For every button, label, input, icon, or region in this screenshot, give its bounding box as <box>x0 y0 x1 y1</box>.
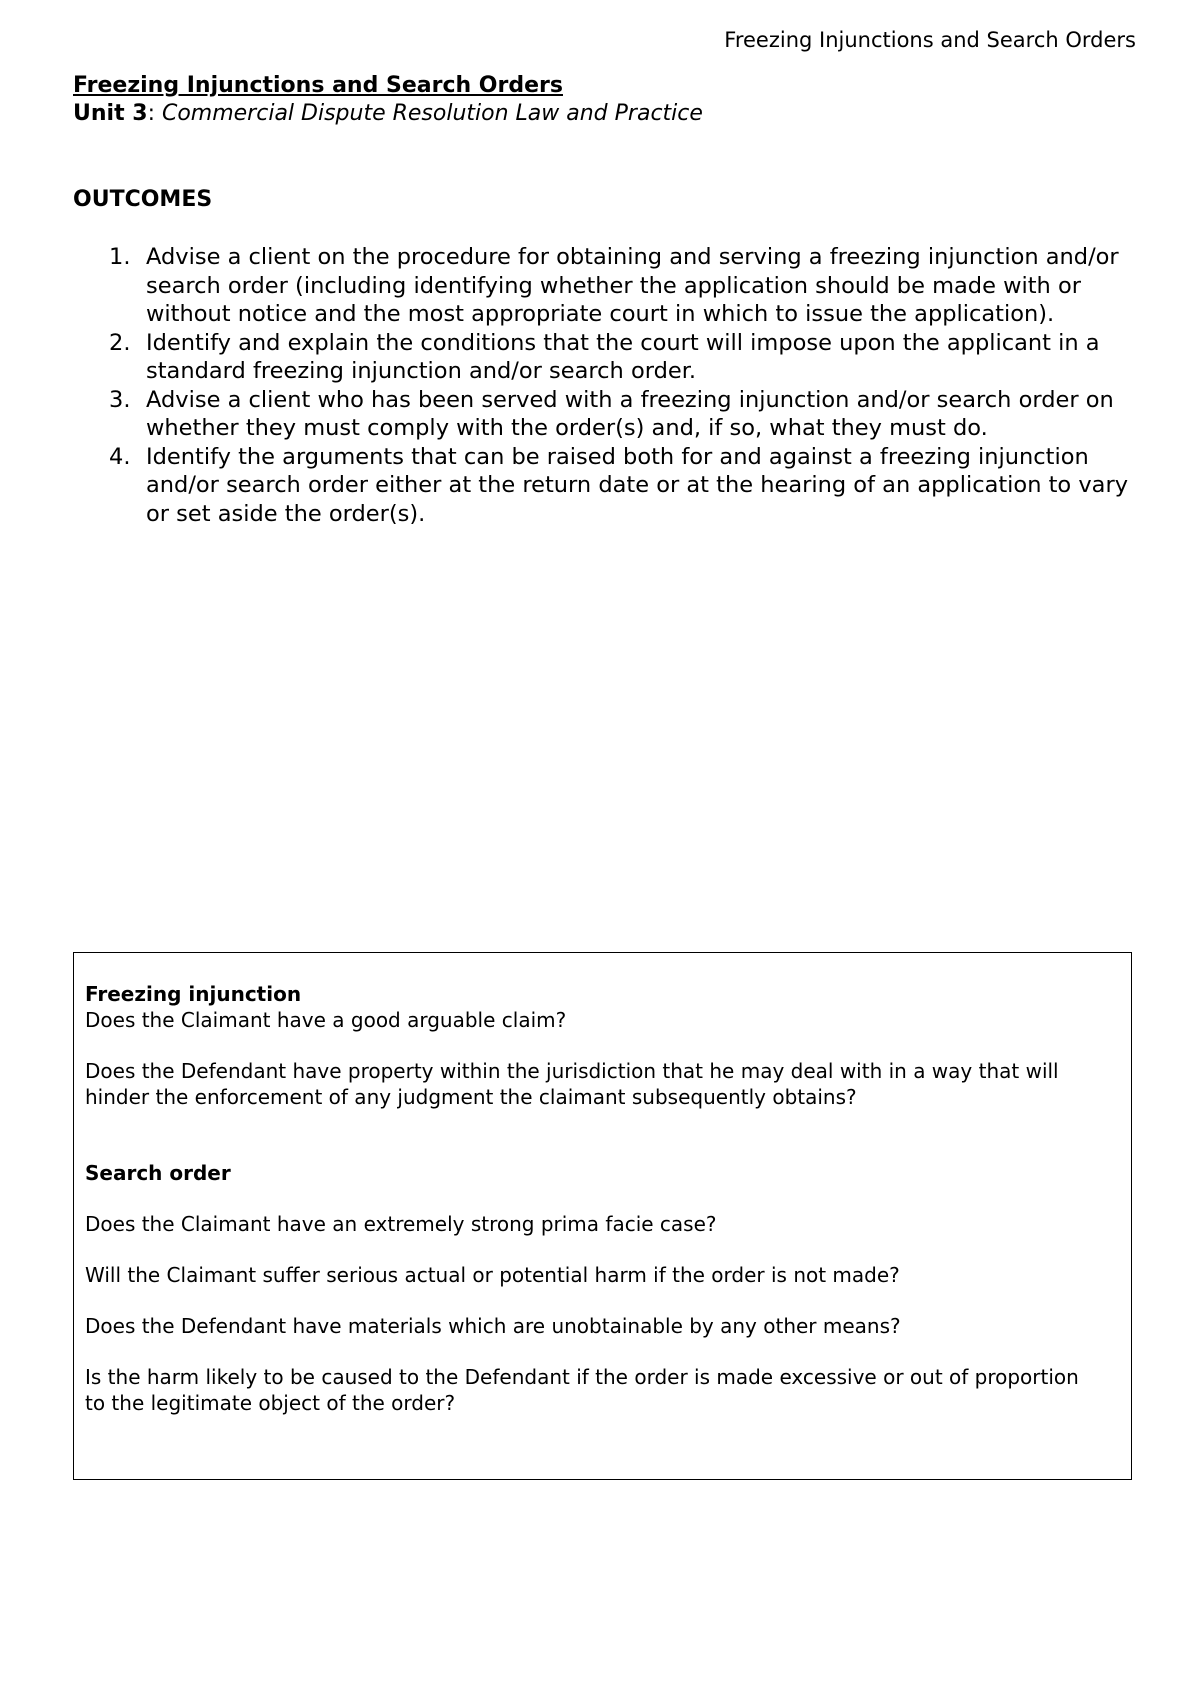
document-title: Freezing Injunctions and Search Orders <box>73 73 563 98</box>
unit-line <box>73 100 703 128</box>
outcome-item <box>73 443 1133 529</box>
search-order-heading: Search order <box>85 1161 231 1185</box>
outcome-number: 4. <box>109 443 131 470</box>
freezing-injunction-question: Does the Defendant have property within the jurisdiction that he may deal with in a way that will hinder the enforcement of any judgment the claimant subsequently obtains? <box>85 1059 1059 1109</box>
search-order-question: Will the Claimant suffer serious actual or potential harm if the order is not made? <box>85 1263 900 1287</box>
outcome-text: Advise a client who has been served with a freezing injunction and/or search order on whether they must comply with the order(s) and, if so, what they must do. <box>146 386 1114 441</box>
search-order-question: Does the Claimant have an extremely strong prima facie case? <box>85 1212 717 1236</box>
outcome-text: Identify the arguments that can be raised both for and against a freezing injunction and/or search order either at the return date or at the hearing of an application to vary or set aside the order(s). <box>146 443 1129 527</box>
outcomes-heading: OUTCOMES <box>73 187 213 212</box>
outcome-number: 1. <box>109 244 131 270</box>
title-block <box>73 72 703 128</box>
outcome-text: Identify and explain the conditions that the court will impose upon the applicant in a standard freezing injunction and/or search order. <box>146 329 1100 384</box>
outcome-text: Advise a client on the procedure for obtaining and serving a freezing injunction and/or search order (including identifying whether the application should be made with or without notice and the most appropriate court in which to issue the application). <box>146 244 1119 327</box>
criteria-box-content <box>85 981 1091 1416</box>
outcome-item <box>73 386 1133 443</box>
search-order-question: Is the harm likely to be caused to the Defendant if the order is made excessive or out of proportion to the legitimate object of the order? <box>85 1365 1079 1415</box>
unit-name: Commercial Dispute Resolution Law and Practice <box>161 101 703 126</box>
freezing-injunction-question: Does the Claimant have a good arguable claim? <box>85 1008 567 1032</box>
outcome-number: 2. <box>109 329 131 356</box>
unit-separator: : <box>147 101 162 126</box>
unit-label: Unit 3 <box>73 101 148 126</box>
outcome-item <box>73 243 1133 329</box>
search-order-question: Does the Defendant have materials which are unobtainable by any other means? <box>85 1314 901 1338</box>
freezing-injunction-heading: Freezing injunction <box>85 982 302 1006</box>
outcome-number: 3. <box>109 386 131 413</box>
running-header: Freezing Injunctions and Search Orders <box>724 28 1136 52</box>
outcome-item <box>73 329 1133 386</box>
criteria-box <box>73 952 1132 1480</box>
outcomes-list <box>73 243 1133 528</box>
